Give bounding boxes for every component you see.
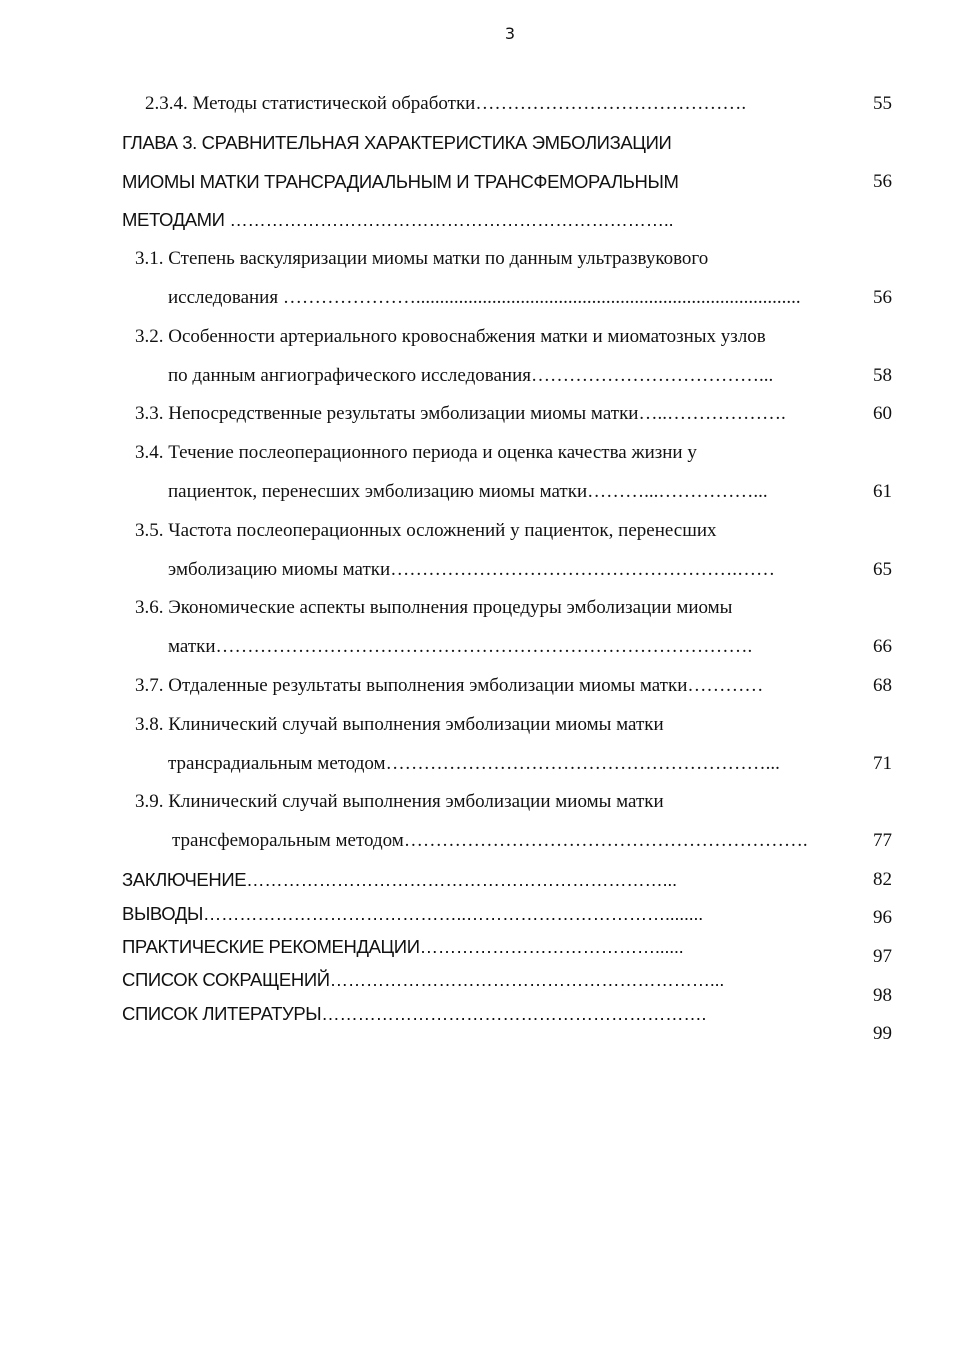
toc-entry-3-8-line-1[interactable]: 3.8. Клинический случай выполнения эмболизации миомы матки xyxy=(135,714,664,735)
page-ref-3-5: 65 xyxy=(873,559,892,580)
toc-entry-3-5-line-1[interactable]: 3.5. Частота послеоперационных осложнений у пациенток, перенесших xyxy=(135,520,717,541)
page-ref-3-8: 71 xyxy=(873,753,892,774)
toc-entry-3-8-line-2[interactable]: трансрадиальным методом……………………………………………………... xyxy=(168,753,780,774)
page-ref-3-3: 60 xyxy=(873,403,892,424)
toc-entry-3-1-line-1[interactable]: 3.1. Степень васкуляризации миомы матки по данным ультразвукового xyxy=(135,248,709,269)
toc-entry-3-7[interactable]: 3.7. Отдаленные результаты выполнения эмболизации миомы матки………… xyxy=(135,675,764,696)
page-ref-findings: 96 xyxy=(873,907,892,928)
page-ref-chapter-3: 56 xyxy=(873,171,892,192)
toc-references[interactable]: СПИСОК ЛИТЕРАТУРЫ………………………………………………………. xyxy=(122,1003,707,1024)
page-ref-3-1: 56 xyxy=(873,287,892,308)
page-ref-3-6: 66 xyxy=(873,636,892,657)
toc-entry-3-1-line-2[interactable]: исследования …………………................................................................................. xyxy=(168,287,801,308)
page-ref-references: 99 xyxy=(873,1023,892,1044)
page-ref-abbreviations: 98 xyxy=(873,985,892,1006)
toc-abbreviations[interactable]: СПИСОК СОКРАЩЕНИЙ………………………………………………………... xyxy=(122,969,724,990)
toc-entry-3-3[interactable]: 3.3. Непосредственные результаты эмболизации миомы матки…..………………. xyxy=(135,403,786,424)
toc-entry-3-2-line-2[interactable]: по данным ангиографического исследования………………………………... xyxy=(168,365,774,386)
toc-entry-3-6-line-1[interactable]: 3.6. Экономические аспекты выполнения процедуры эмболизации миомы xyxy=(135,597,733,618)
page-ref-3-9: 77 xyxy=(873,830,892,851)
page-ref-3-4: 61 xyxy=(873,481,892,502)
toc-entry-3-4-line-1[interactable]: 3.4. Течение послеоперационного периода и оценка качества жизни у xyxy=(135,442,697,463)
toc-chapter-3-line-2[interactable]: МИОМЫ МАТКИ ТРАНСРАДИАЛЬНЫМ И ТРАНСФЕМОРАЛЬНЫМ xyxy=(122,171,679,192)
page-ref-3-7: 68 xyxy=(873,675,892,696)
toc-entry-3-9-line-2[interactable]: трансфеморальным методом………………………………………………………. xyxy=(172,830,808,851)
toc-entry-3-4-line-2[interactable]: пациенток, перенесших эмболизацию миомы матки………...……………... xyxy=(168,481,768,502)
toc-chapter-3-line-3[interactable]: МЕТОДАМИ ……………………………………………………………….. xyxy=(122,209,674,230)
toc-entry-3-5-line-2[interactable]: эмболизацию миомы матки……………………………………………….…… xyxy=(168,559,775,580)
toc-entry-2-3-4[interactable]: 2.3.4. Методы статистической обработки……………………………………. xyxy=(145,93,747,114)
toc-recommendations[interactable]: ПРАКТИЧЕСКИЕ РЕКОМЕНДАЦИИ…………………………………...... xyxy=(122,936,684,957)
toc-chapter-3-line-1[interactable]: ГЛАВА 3. СРАВНИТЕЛЬНАЯ ХАРАКТЕРИСТИКА ЭМБОЛИЗАЦИИ xyxy=(122,132,672,153)
toc-conclusion[interactable]: ЗАКЛЮЧЕНИЕ……………………………………………………………... xyxy=(122,869,677,890)
toc-entry-3-9-line-1[interactable]: 3.9. Клинический случай выполнения эмболизации миомы матки xyxy=(135,791,664,812)
page-ref-3-2: 58 xyxy=(873,365,892,386)
page-ref-conclusion: 82 xyxy=(873,869,892,890)
toc-entry-3-6-line-2[interactable]: матки…………………………………………………………………………. xyxy=(168,636,753,657)
toc-findings[interactable]: ВЫВОДЫ……………………………………..……………………………........ xyxy=(122,903,703,924)
page-ref-recommendations: 97 xyxy=(873,946,892,967)
toc-entry-3-2-line-1[interactable]: 3.2. Особенности артериального кровоснабжения матки и миоматозных узлов xyxy=(135,326,766,347)
page-number: 3 xyxy=(504,24,516,43)
page-ref-2-3-4: 55 xyxy=(873,93,892,114)
